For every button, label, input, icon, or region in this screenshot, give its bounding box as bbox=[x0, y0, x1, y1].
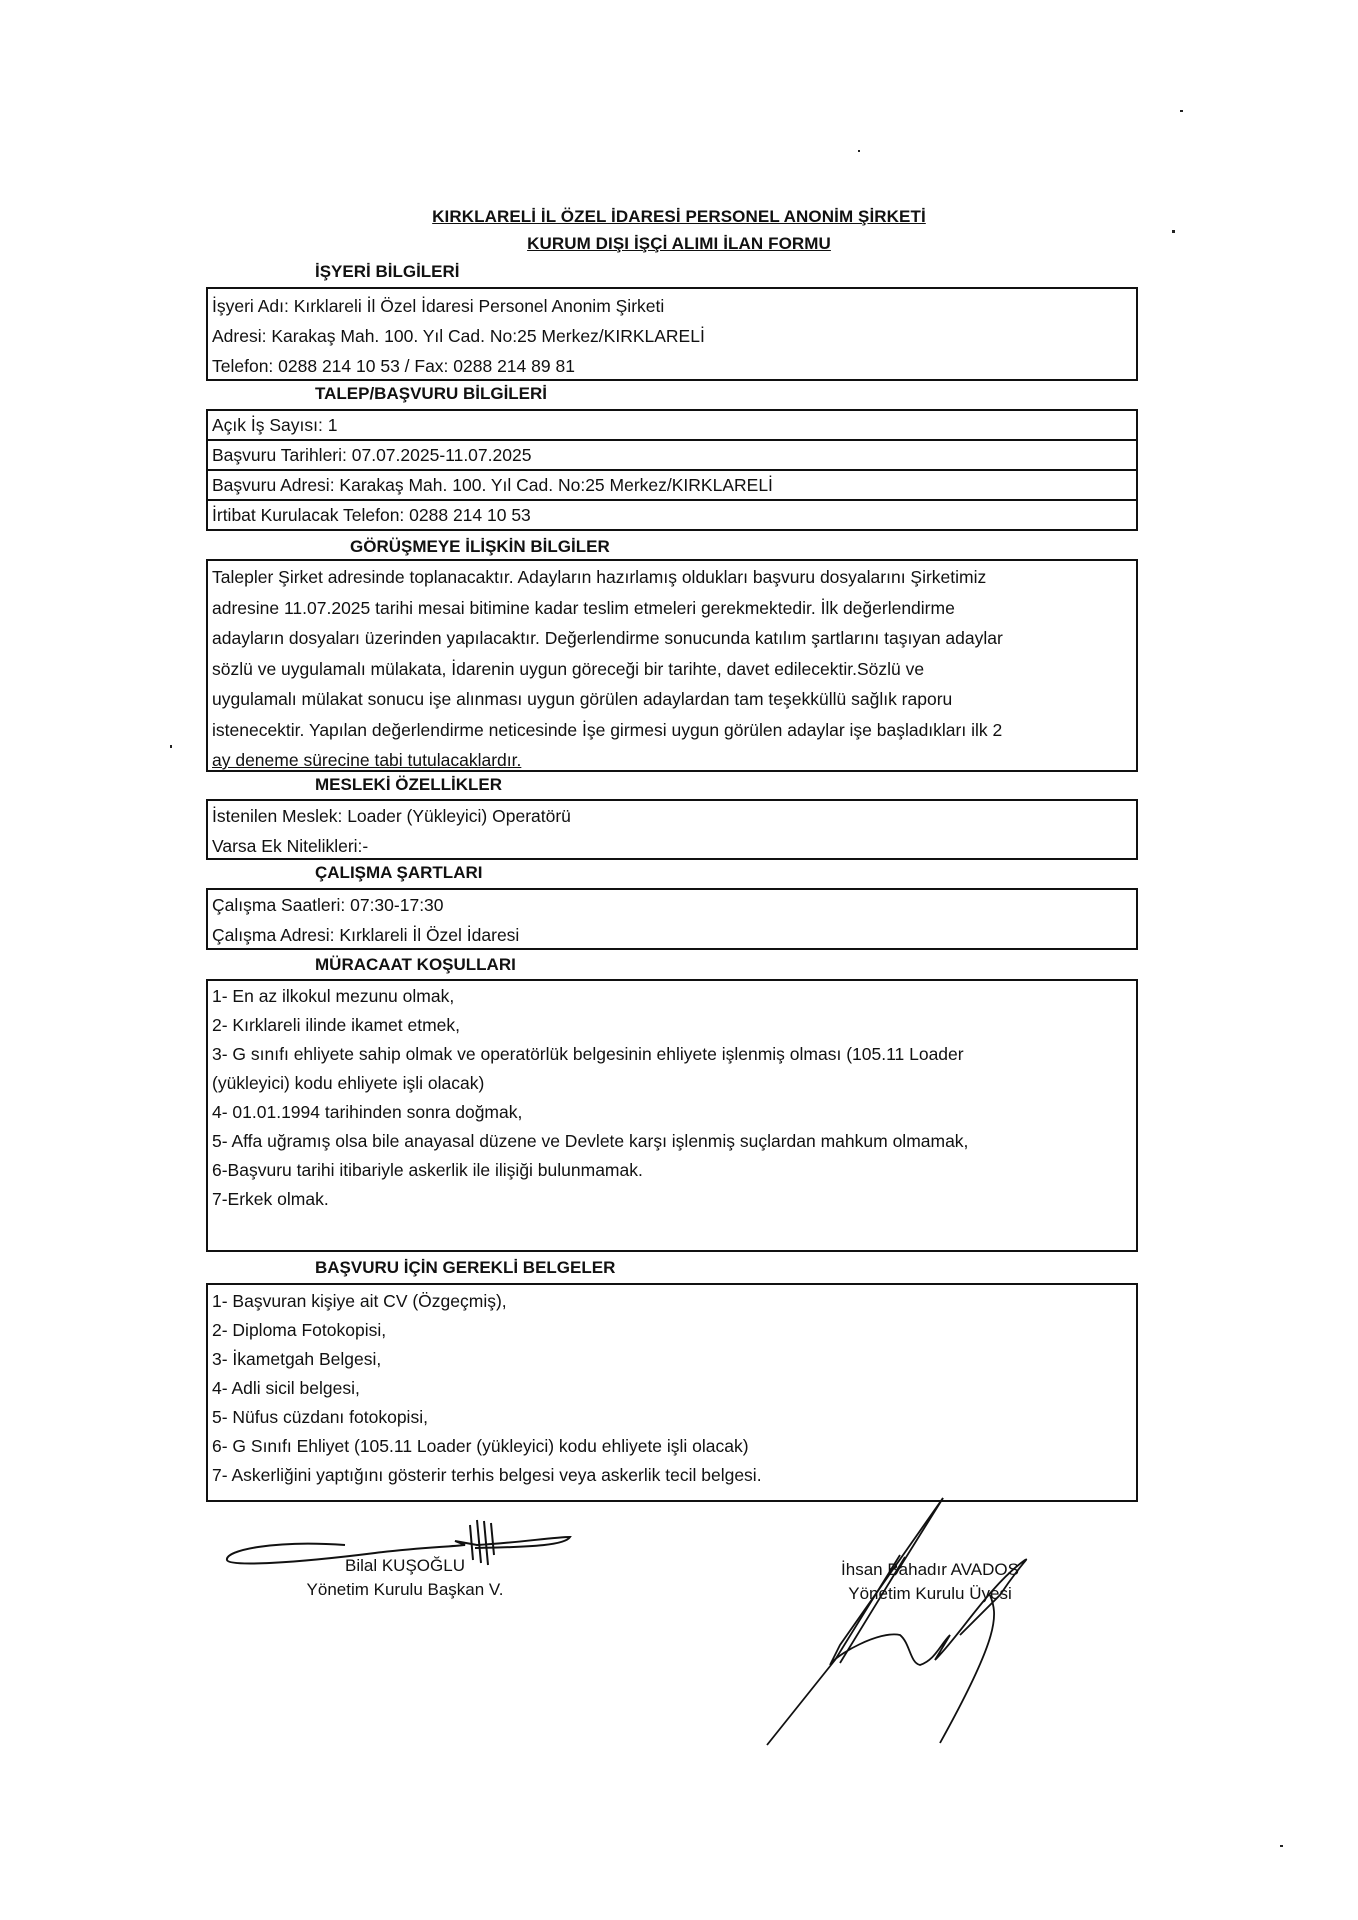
section-heading-isyeri: İŞYERİ BİLGİLERİ bbox=[315, 262, 460, 281]
condition-item: 5- Affa uğramış olsa bile anayasal düzene ve Devlete karşı işlenmiş suçlardan mahkum olmamak, bbox=[212, 1131, 969, 1151]
mesleki-box bbox=[206, 799, 1138, 860]
interview-line: Talepler Şirket adresinde toplanacaktır. Adayların hazırlamış oldukları başvuru dosyalarını Şirketimiz bbox=[212, 567, 987, 587]
open-positions: Açık İş Sayısı: 1 bbox=[208, 411, 1136, 441]
document-item: 2- Diploma Fotokopisi, bbox=[212, 1320, 387, 1340]
condition-item: (yükleyici) kodu ehliyete işli olacak) bbox=[212, 1073, 485, 1093]
isyeri-address: Adresi: Karakaş Mah. 100. Yıl Cad. No:25 Merkez/KIRKLARELİ bbox=[212, 326, 705, 346]
isyeri-name: İşyeri Adı: Kırklareli İl Özel İdaresi Personel Anonim Şirketi bbox=[212, 296, 665, 316]
application-dates: Başvuru Tarihleri: 07.07.2025-11.07.2025 bbox=[208, 441, 1136, 471]
scan-speck bbox=[170, 745, 172, 748]
scan-speck bbox=[1172, 230, 1175, 233]
document-item: 1- Başvuran kişiye ait CV (Özgeçmiş), bbox=[212, 1291, 507, 1311]
muracaat-box bbox=[206, 979, 1138, 1252]
signatory-name: Bilal KUŞOĞLU bbox=[345, 1556, 465, 1575]
signatory-role: Yönetim Kurulu Başkan V. bbox=[306, 1580, 504, 1599]
document-item: 5- Nüfus cüzdanı fotokopisi, bbox=[212, 1407, 428, 1427]
requested-profession: İstenilen Meslek: Loader (Yükleyici) Operatörü bbox=[212, 806, 571, 826]
section-heading-muracaat: MÜRACAAT KOŞULLARI bbox=[315, 955, 516, 974]
document-item: 3- İkametgah Belgesi, bbox=[212, 1349, 382, 1369]
signature-scribble-right bbox=[760, 1495, 1080, 1745]
scan-speck bbox=[1180, 110, 1183, 112]
interview-line: uygulamalı mülakat sonucu işe alınması uygun görülen adaylardan tam teşekküllü sağlık raporu bbox=[212, 689, 953, 709]
document-item: 7- Askerliğini yaptığını gösterir terhis belgesi veya askerlik tecil belgesi. bbox=[212, 1465, 762, 1485]
contact-phone: İrtibat Kurulacak Telefon: 0288 214 10 53 bbox=[212, 505, 531, 525]
document-title: KIRKLARELİ İL ÖZEL İDARESİ PERSONEL ANONİM ŞİRKETİ bbox=[432, 207, 926, 226]
working-hours: Çalışma Saatleri: 07:30-17:30 bbox=[212, 895, 444, 915]
condition-item: 2- Kırklareli ilinde ikamet etmek, bbox=[212, 1015, 460, 1035]
condition-item: 1- En az ilkokul mezunu olmak, bbox=[212, 986, 455, 1006]
scan-speck bbox=[858, 150, 860, 152]
signature-scribble-left bbox=[215, 1515, 575, 1585]
condition-item: 7-Erkek olmak. bbox=[212, 1189, 329, 1209]
condition-item: 6-Başvuru tarihi itibariyle askerlik ile ilişiği bulunmamak. bbox=[212, 1160, 643, 1180]
interview-line: sözlü ve uygulamalı mülakata, İdarenin uygun göreceği bir tarihte, davet edilecektir.Sözlü ve bbox=[212, 658, 925, 679]
interview-line: adayların dosyaları üzerinden yapılacaktır. Değerlendirme sonucunda katılım şartlarını taşıyan adaylar bbox=[212, 628, 1003, 648]
interview-line: adresine 11.07.2025 tarihi mesai bitimine kadar teslim etmeleri gerekmektedir. İlk değerlendirme bbox=[212, 597, 955, 618]
condition-item: 3- G sınıfı ehliyete sahip olmak ve operatörlük belgesinin ehliyete işlenmiş olması (105.11 Loader bbox=[212, 1044, 964, 1064]
document-subtitle: KURUM DIŞI İŞÇİ ALIMI İLAN FORMU bbox=[527, 234, 831, 253]
working-address: Çalışma Adresi: Kırklareli İl Özel İdaresi bbox=[212, 925, 520, 945]
signatory-role: Yönetim Kurulu Üyesi bbox=[848, 1584, 1012, 1603]
interview-line: ay deneme sürecine tabi tutulacaklardır. bbox=[212, 750, 522, 770]
signatory-name: İhsan Bahadır AVADOS bbox=[841, 1560, 1019, 1579]
belgeler-box bbox=[206, 1283, 1138, 1502]
additional-qualifications: Varsa Ek Nitelikleri:- bbox=[212, 836, 369, 856]
isyeri-box bbox=[206, 287, 1138, 381]
interview-line: istenecektir. Yapılan değerlendirme neticesinde İşe girmesi uygun görülen adaylar işe başladıkları ilk 2 bbox=[212, 719, 1003, 740]
document-item: 4- Adli sicil belgesi, bbox=[212, 1378, 360, 1398]
interview-paragraph bbox=[208, 562, 1136, 776]
section-heading-gorusme: GÖRÜŞMEYE İLİŞKİN BİLGİLER bbox=[350, 537, 610, 556]
isyeri-phone: Telefon: 0288 214 10 53 / Fax: 0288 214 89 81 bbox=[212, 356, 575, 376]
section-heading-calisma: ÇALIŞMA ŞARTLARI bbox=[315, 863, 483, 882]
application-address: Başvuru Adresi: Karakaş Mah. 100. Yıl Cad. No:25 Merkez/KIRKLARELİ bbox=[208, 471, 1136, 501]
condition-item: 4- 01.01.1994 tarihinden sonra doğmak, bbox=[212, 1102, 523, 1122]
section-heading-talep: TALEP/BAŞVURU BİLGİLERİ bbox=[315, 384, 548, 403]
scan-speck bbox=[1280, 1845, 1283, 1847]
talep-box bbox=[206, 409, 1138, 531]
gorusme-box bbox=[206, 559, 1138, 772]
calisma-box bbox=[206, 888, 1138, 950]
document-item: 6- G Sınıfı Ehliyet (105.11 Loader (yükleyici) kodu ehliyete işli olacak) bbox=[212, 1436, 749, 1456]
section-heading-mesleki: MESLEKİ ÖZELLİKLER bbox=[315, 775, 502, 794]
section-heading-belgeler: BAŞVURU İÇİN GEREKLİ BELGELER bbox=[315, 1258, 616, 1277]
